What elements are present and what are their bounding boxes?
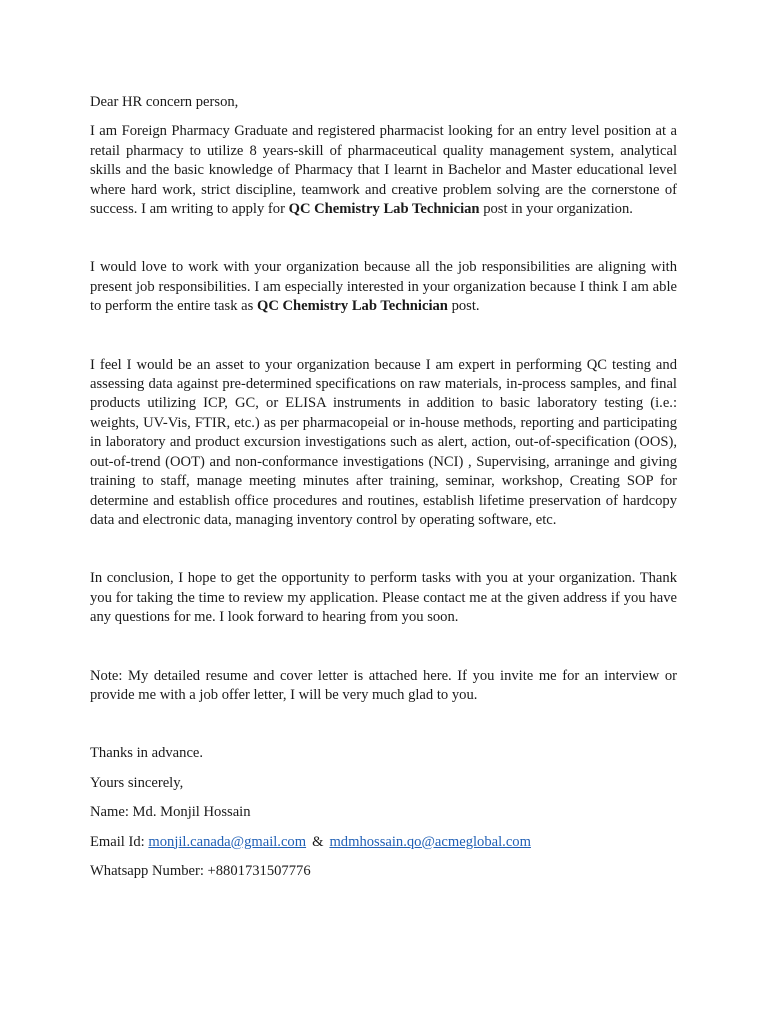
email-line <box>90 833 677 852</box>
paragraph-motivation <box>90 258 677 316</box>
whatsapp-line: Whatsapp Number: +8801731507776 <box>90 862 311 879</box>
paragraph-motivation-text: I would love to work with your organization because all the job responsibilities are aligning with present job responsibilities. I am especially interested in your organization because I think I am able to perform the entire task as <box>90 259 677 315</box>
paragraph-motivation-tail: post. <box>447 298 480 315</box>
email-link-gmail[interactable]: monjil.canada@gmail.com <box>148 833 307 850</box>
closing-line: Yours sincerely, <box>90 774 184 791</box>
job-title-bold: QC Chemistry Lab Technician <box>288 201 480 218</box>
paragraph-skills: I feel I would be an asset to your organization because I am expert in performing QC testing and assessing data against pre-determined specifications on raw materials, in-process samples, and final products utilizing ICP, GC, or ELISA instruments in addition to basic laboratory testing (i.e.: weights, UV-Vis, FTIR, etc.) as per pharmacopeial or in-house methods, reporting and participating in laboratory and product excursion investigations such as alert, action, out-of-specification (OOS), out-of-trend (OOT) and non-conformance investigations (NCI) , Supervising, arraninge and giving training to staff, manage meeting minutes after training, seminar, workshop, Creating SOP for determine and establish office procedures and routines, establish lifetime preservation of hardcopy data and electronic data, managing inventory control by operating software, etc. <box>90 356 677 528</box>
email-link-acme[interactable]: mdmhossain.qo@acmeglobal.com <box>329 833 531 850</box>
email-separator: & <box>312 833 324 850</box>
letter-page <box>90 93 677 881</box>
paragraph-intro-tail: post in your organization. <box>479 201 633 218</box>
greeting: Dear HR concern person, <box>90 94 239 110</box>
paragraph-intro-text: I am Foreign Pharmacy Graduate and registered pharmacist looking for an entry level position at a retail pharmacy to utilize 8 years-skill of pharmaceutical quality management system, analytical skills and the basic knowledge of Pharmacy that I learnt in Bachelor and Master educational level where hard work, strict discipline, teamwork and creative problem solving are the cornerstone of success. I am writing to apply for <box>90 123 677 218</box>
thanks-line: Thanks in advance. <box>90 745 204 762</box>
paragraph-conclusion: In conclusion, I hope to get the opportunity to perform tasks with you at your organization. Thank you for taking the time to review my application. Please contact me at the given address if you have any questions for me. I look forward to hearing from you soon. <box>90 570 677 626</box>
paragraph-note: Note: My detailed resume and cover letter is attached here. If you invite me for an interview or provide me with a job offer letter, I will be very much glad to you. <box>90 667 677 703</box>
job-title-bold-2: QC Chemistry Lab Technician <box>256 298 448 315</box>
paragraph-intro <box>90 122 677 219</box>
name-line: Name: Md. Monjil Hossain <box>90 804 251 821</box>
email-label: Email Id: <box>90 833 149 850</box>
